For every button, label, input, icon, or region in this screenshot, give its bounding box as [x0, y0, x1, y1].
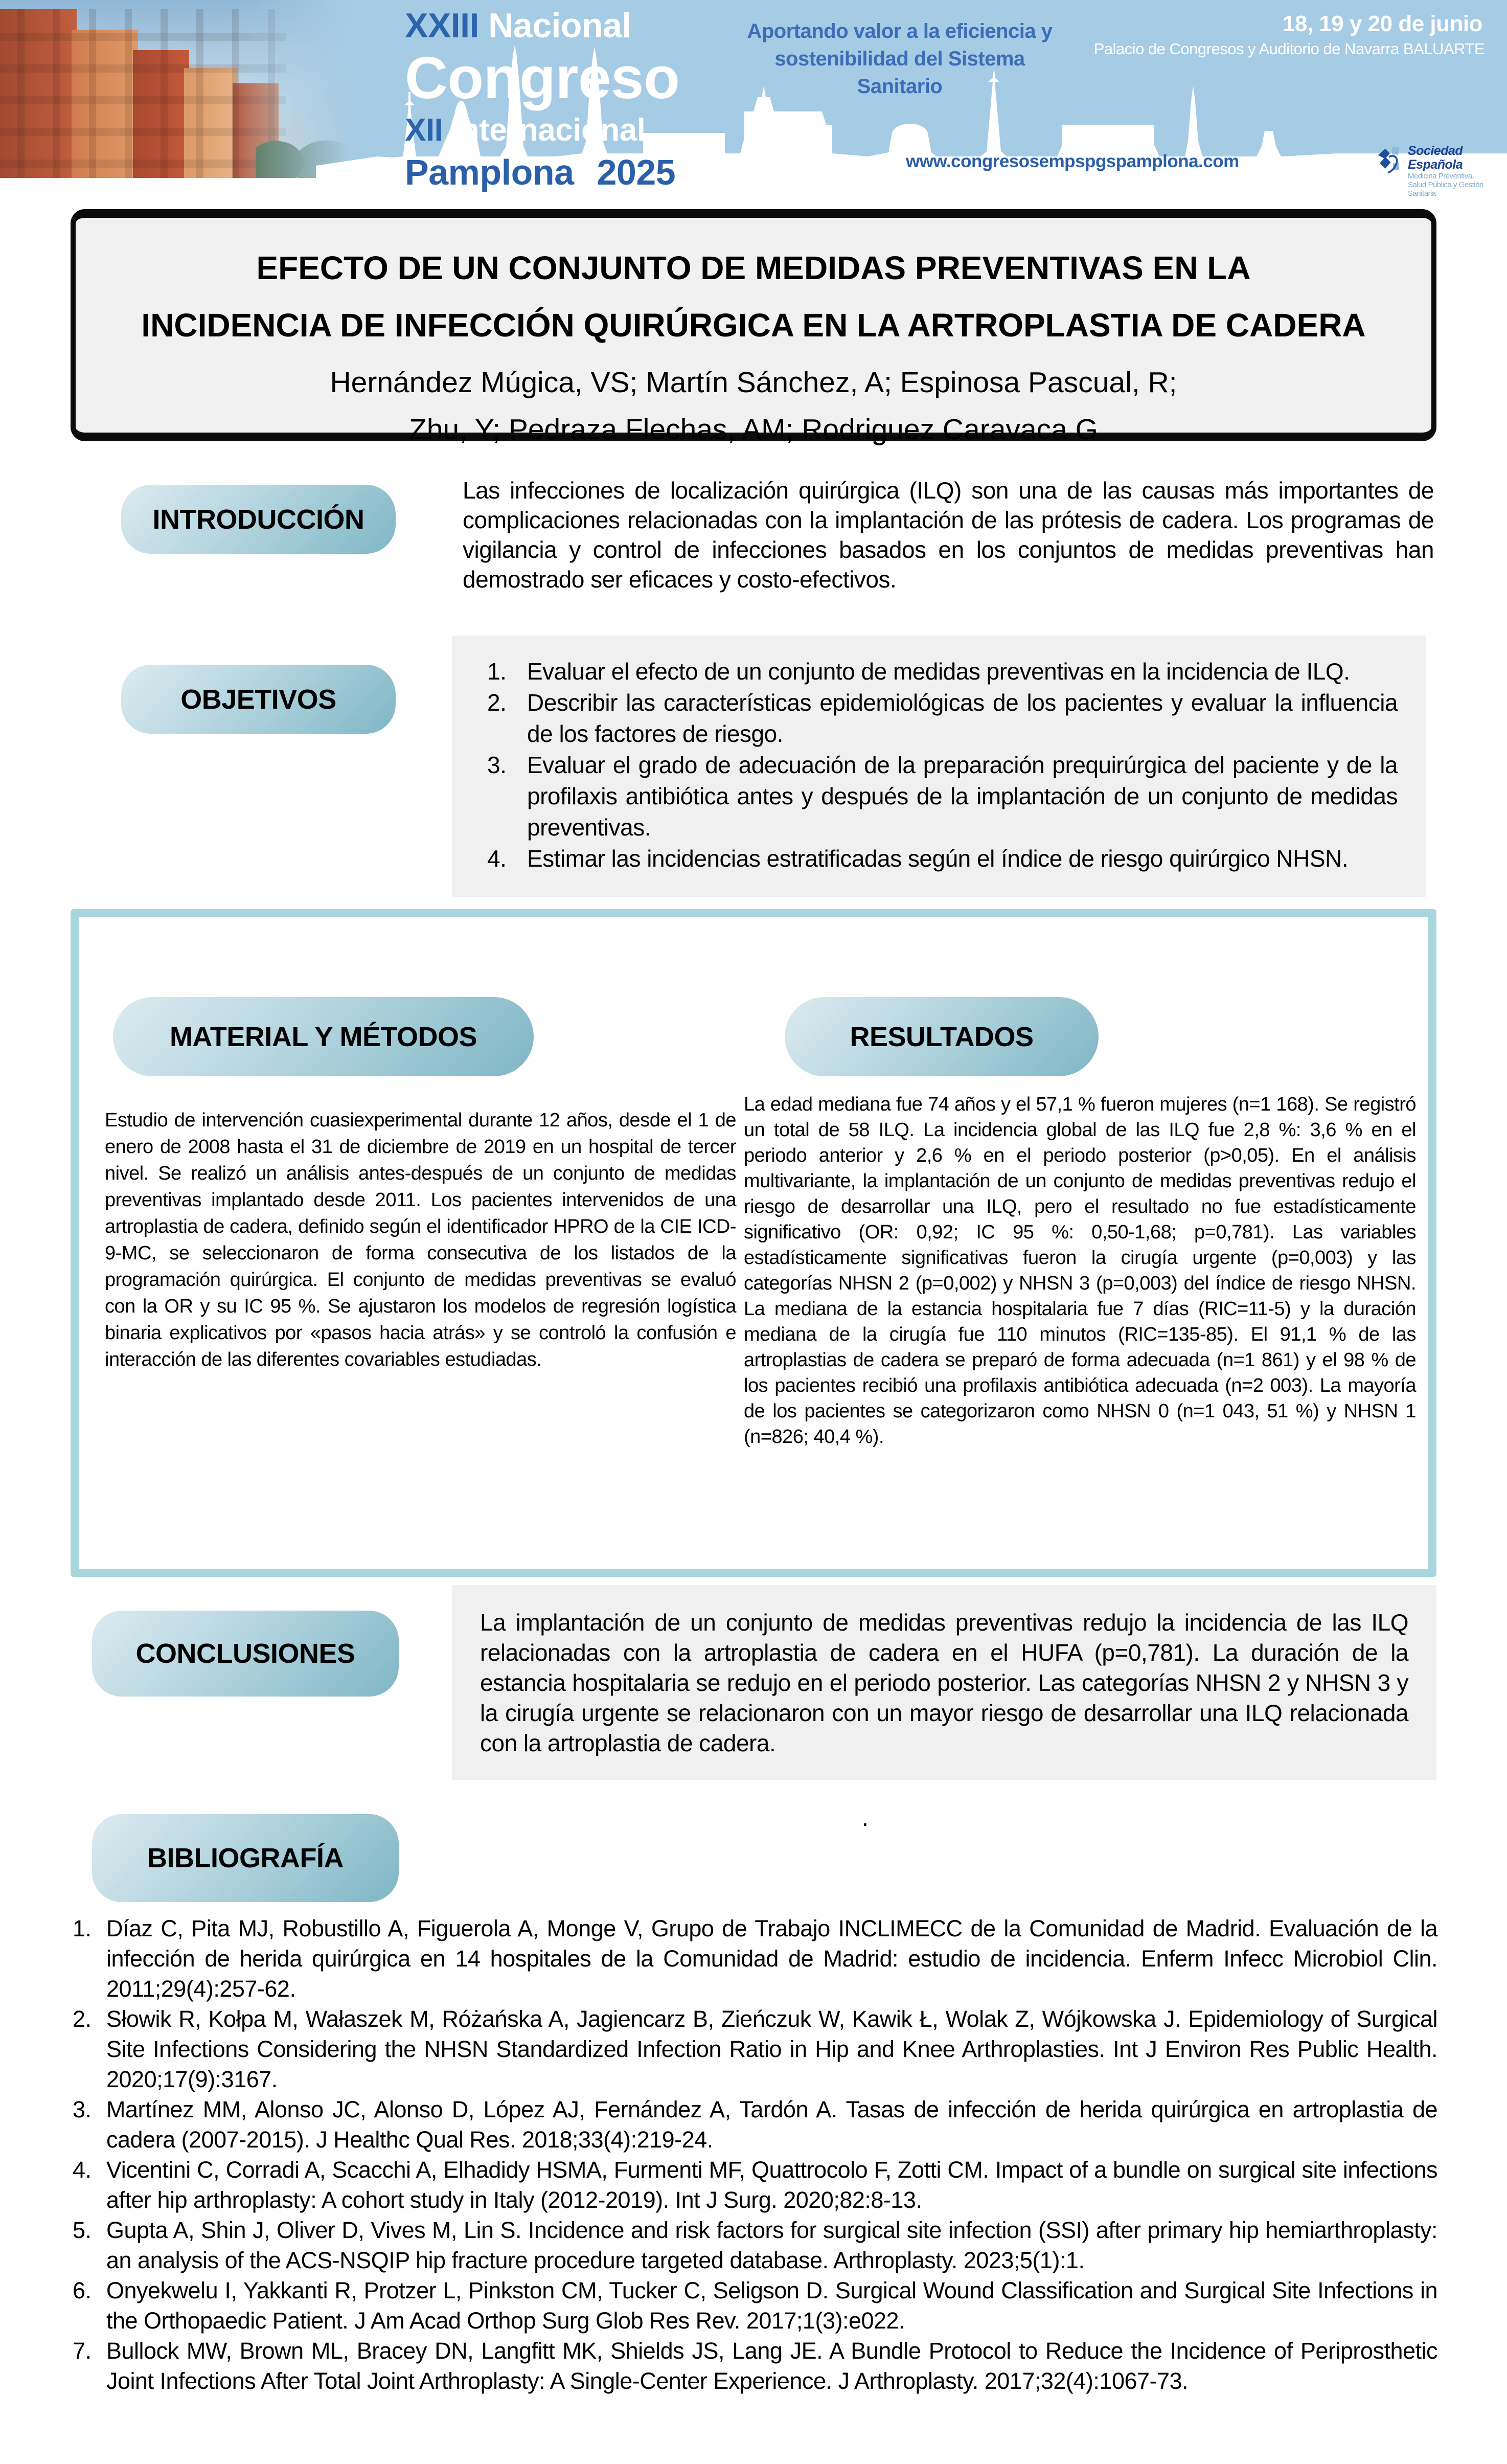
- objetivos-box: [452, 636, 1426, 897]
- reference-number: 6.: [73, 2277, 92, 2303]
- section-badge-material-metodos: MATERIAL Y MÉTODOS: [113, 997, 534, 1076]
- reference-text: Słowik R, Kołpa M, Wałaszek M, Różańska A, Jagiencarz B, Zieńczuk W, Kawik Ł, Wolak Z, Wójkowska J. Epidemiology of Surgical Site Infections Considering the NHSN Standardized Infection Ratio in Hip and Knee Arthroplasties. Int J Environ Res Public Health. 2020;17(9):3167.: [106, 2006, 1437, 2092]
- objetivo-text: Estimar las incidencias estratificadas según el índice de riesgo quirúrgico NHSN.: [527, 845, 1349, 872]
- section-badge-resultados: RESULTADOS: [785, 997, 1099, 1076]
- reference-item: [73, 2094, 1437, 2155]
- reference-text: Onyekwelu I, Yakkanti R, Protzer L, Pinkston CM, Tucker C, Seligson D. Surgical Wound Classification and Surgical Site Infections in the Orthopaedic Patient. J Am Acad Orthop Surg Glob Res Rev. 2017;1(3):e022.: [106, 2277, 1437, 2334]
- section-badge-introduccion: INTRODUCCIÓN: [121, 485, 396, 554]
- reference-number: 5.: [73, 2217, 92, 2243]
- reference-item: [73, 2215, 1437, 2275]
- reference-item: [73, 2336, 1437, 2396]
- methods-results-box: [71, 909, 1436, 1577]
- congress-word: Congreso: [405, 44, 680, 111]
- congress-edition-national: XXIII: [405, 6, 479, 45]
- congress-tagline: [731, 17, 1068, 100]
- reference-text: Martínez MM, Alonso JC, Alonso D, López AJ, Fernández A, Tardón A. Tasas de infección de herida quirúrgica en artroplastia de cadera (2007-2015). J Healthc Qual Res. 2018;33(4):219-24.: [106, 2096, 1437, 2153]
- objetivo-number: 2.: [487, 689, 507, 716]
- objetivo-number: 1.: [487, 658, 507, 685]
- poster-title: [76, 239, 1431, 354]
- section-badge-objetivos: OBJETIVOS: [121, 665, 396, 734]
- reference-item: [73, 1913, 1437, 2004]
- society-subtitle-1: Medicina Preventiva,: [1408, 172, 1474, 180]
- objetivo-item: [480, 750, 1398, 843]
- objetivo-number: 3.: [487, 752, 507, 778]
- conclusiones-box: [452, 1585, 1436, 1780]
- references-list: [73, 1913, 1437, 2396]
- congress-venue: Palacio de Congresos y Auditorio de Navarra BALUARTE: [1093, 40, 1485, 58]
- reference-number: 4.: [73, 2157, 92, 2183]
- reference-number: 1.: [73, 1915, 92, 1941]
- material-metodos-text: Estudio de intervención cuasiexperimental durante 12 años, desde el 1 de enero de 2008 hasta el 31 de diciembre de 2019 en un hospital de tercer nivel. Se realizó un análisis antes-después de un conjunto de medidas preventivas implantado desde 2011. Los pacientes intervenidos de una artroplastia de cadera, definido según el identificador HPRO de la CIE ICD-9-MC, se seleccionaron de forma consecutiva de los listados de la programación quirúrgica. El conjunto de medidas preventivas se evaluó con la OR y su IC 95 %. Se ajustaron los modelos de regresión logística binaria explicativos por «pasos hacia atrás» y se controló la confusión e interacción de las diferentes covariables estudiadas.: [105, 1110, 736, 1370]
- conclusiones-text: La implantación de un conjunto de medidas preventivas redujo la incidencia de las ILQ relacionadas con la artroplastia de cadera en el HUFA (p=0,781). La duración de la estancia hospitalaria se redujo en el periodo posterior. Las categorías NHSN 2 y NHSN 3 y la cirugía urgente se relacionaron con un mayor riesgo de desarrollar una ILQ relacionada con la artroplastia de cadera.: [480, 1609, 1408, 1756]
- introduccion-text: Las infecciones de localización quirúrgica (ILQ) son una de las causas más importantes de complicaciones relacionadas con la implantación de las prótesis de cadera. Los programas de vigilancia y control de infecciones basados en los conjuntos de medidas preventivas han demostrado ser eficaces y costo-efectivos.: [463, 477, 1434, 593]
- reference-item: [73, 2275, 1437, 2336]
- congress-website-url: www.congresosempspgspamplona.com: [906, 151, 1239, 171]
- congress-national-label: Nacional: [488, 6, 631, 45]
- title-line2: INCIDENCIA DE INFECCIÓN QUIRÚRGICA EN LA ARTROPLASTIA DE CADERA: [141, 307, 1366, 344]
- objetivo-number: 4.: [487, 845, 507, 872]
- objetivo-item: [480, 687, 1398, 750]
- resultados-text: La edad mediana fue 74 años y el 57,1 % fueron mujeres (n=1 168). Se registró un total de 58 ILQ. La incidencia global de las ILQ fue 2,8 %: 3,6 % en el periodo anterior y 2,6 % en el periodo posterior (p>0,05). En el análisis multivariante, la implantación de un conjunto de medidas preventivas redujo el riesgo de desarrollar una ILQ, pero el resultado no fue estadísticamente significativo (OR: 0,92; IC 95 %: 0,50-1,68; p=0,781). Las variables estadísticamente significativas fueron la cirugía urgente (p=0,003) y las categorías NHSN 2 (p=0,002) y NHSN 3 (p=0,003) del índice de riesgo NHSN. La mediana de la estancia hospitalaria fue 7 días (RIC=11-5) y la duración mediana de la cirugía fue 110 minutos (RIC=135-85). El 91,1 % de las artroplastias de cadera se preparó de forma adecuada (n=1 861) y el 98 % de los pacientes recibió una profilaxis antibiótica adecuada (n=2 003). La mayoría de los pacientes se categorizaron como NHSN 0 (n=1 043, 51 %) y NHSN 1 (n=826; 40,4 %).: [744, 1094, 1416, 1448]
- objetivo-item: [480, 843, 1398, 874]
- reference-text: Díaz C, Pita MJ, Robustillo A, Figuerola A, Monge V, Grupo de Trabajo INCLIMECC de la Comunidad de Madrid. Evaluación de la infección de herida quirúrgica en 14 hospitales de la Comunidad de Madrid: estudio de incidencia. Enferm Infecc Microbiol Clin. 2011;29(4):257-62.: [106, 1915, 1437, 2002]
- congress-edition-international: XII: [405, 112, 443, 148]
- society-logo-icon: [1374, 144, 1404, 176]
- congress-banner: [0, 0, 1507, 198]
- objetivo-item: [480, 656, 1398, 687]
- tagline-line1: Aportando valor a la eficiencia y: [747, 20, 1053, 42]
- reference-text: Vicentini C, Corradi A, Scacchi A, Elhadidy HSMA, Furmenti MF, Quattrocolo F, Zotti CM. Impact of a bundle on surgical site infections after hip arthroplasty: A cohort study in Italy (2012-2019). Int J Surg. 2020;82:8-13.: [106, 2157, 1437, 2213]
- authors-line1: Hernández Múgica, VS; Martín Sánchez, A; Espinosa Pascual, R;: [330, 366, 1177, 399]
- society-subtitle-2: Salud Pública y Gestión Sanitaria: [1408, 180, 1483, 198]
- objetivo-text: Evaluar el efecto de un conjunto de medidas preventivas en la incidencia de ILQ.: [527, 658, 1350, 685]
- title-block: [71, 209, 1436, 446]
- congress-city: Pamplona: [405, 152, 574, 192]
- tagline-line2: sostenibilidad del Sistema Sanitario: [774, 48, 1025, 98]
- authors-line2: Zhu, Y; Pedraza Flechas, AM; Rodriguez Caravaca G: [408, 413, 1099, 446]
- section-badge-bibliografia: BIBLIOGRAFÍA: [92, 1814, 399, 1902]
- section-badge-conclusiones: CONCLUSIONES: [92, 1611, 399, 1697]
- congress-international-label: Internacional: [451, 112, 646, 148]
- reference-number: 2.: [73, 2006, 92, 2032]
- poster-authors: [76, 359, 1431, 453]
- pamplona-street-photo: [0, 0, 360, 178]
- title-line1: EFECTO DE UN CONJUNTO DE MEDIDAS PREVENTIVAS EN LA: [256, 250, 1251, 286]
- congress-logo: [405, 8, 691, 190]
- congress-year: 2025: [597, 152, 676, 192]
- stray-period: .: [862, 1804, 869, 1831]
- society-name: Sociedad Española: [1408, 144, 1463, 172]
- society-logo-text: [1408, 144, 1507, 198]
- reference-item: [73, 2004, 1437, 2094]
- congress-dates: 18, 19 y 20 de junio: [1282, 11, 1482, 36]
- reference-text: Gupta A, Shin J, Oliver D, Vives M, Lin S. Incidence and risk factors for surgical site infection (SSI) after primary hip hemiarthroplasty: an analysis of the ACS-NSQIP hip fracture procedure targeted database. Arthroplasty. 2023;5(1):1.: [106, 2217, 1437, 2273]
- objetivo-text: Describir las características epidemiológicas de los pacientes y evaluar la influencia de los factores de riesgo.: [527, 689, 1398, 747]
- reference-text: Bullock MW, Brown ML, Bracey DN, Langfitt MK, Shields JS, Lang JE. A Bundle Protocol to Reduce the Incidence of Periprosthetic Joint Infections After Total Joint Arthroplasty: A Single-Center Experience. J Arthroplasty. 2017;32(4):1067-73.: [106, 2338, 1437, 2394]
- reference-number: 3.: [73, 2096, 92, 2122]
- reference-item: [73, 2155, 1437, 2215]
- society-logo: [1374, 144, 1507, 198]
- objetivo-text: Evaluar el grado de adecuación de la preparación prequirúrgica del paciente y de la profilaxis antibiótica antes y después de la implantación de un conjunto de medidas preventivas.: [527, 752, 1398, 841]
- reference-number: 7.: [73, 2338, 92, 2364]
